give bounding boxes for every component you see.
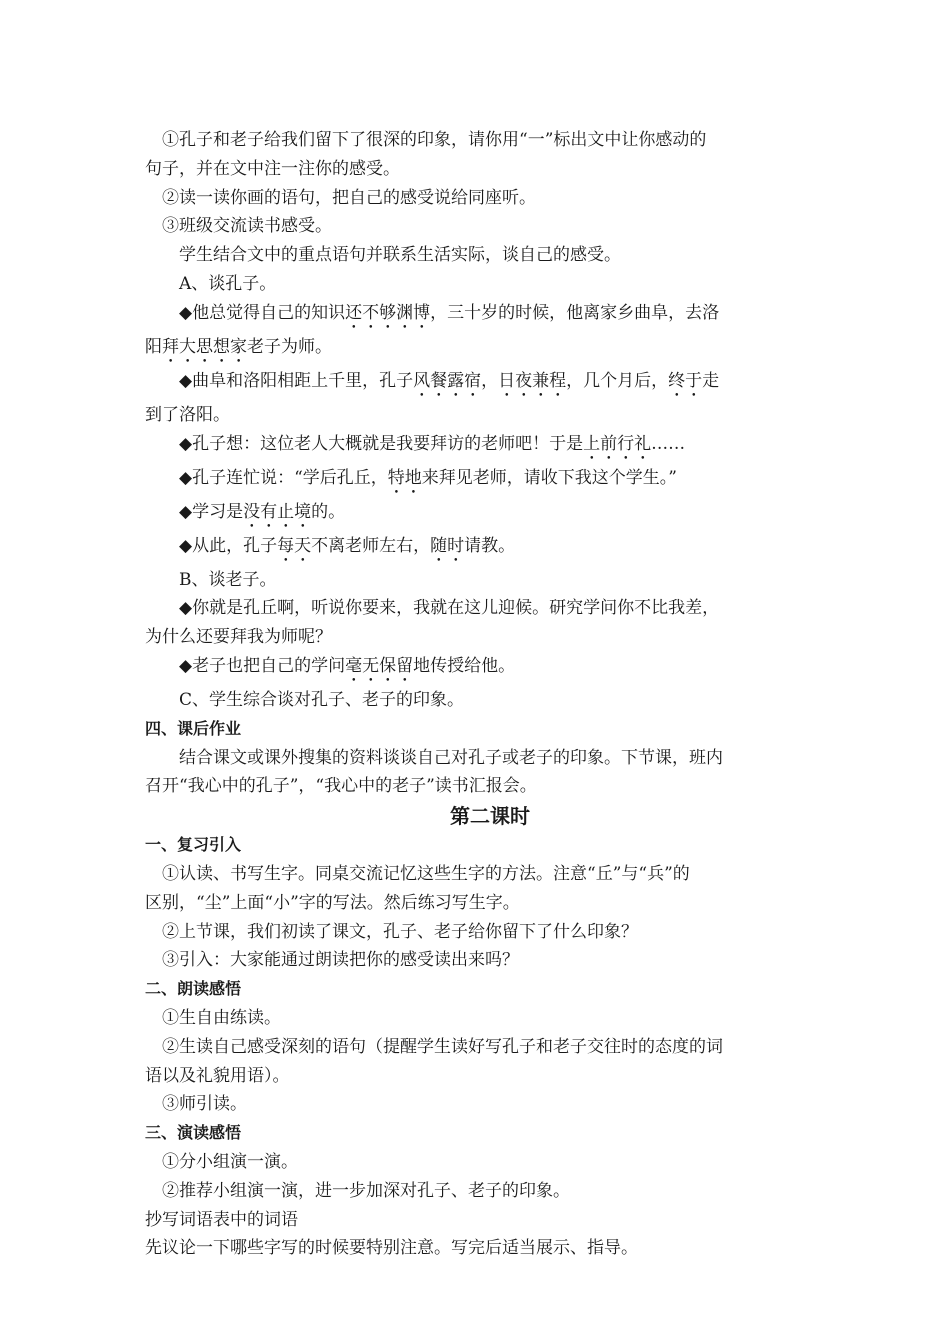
review-1-line-2: 区别，“尘”上面“小”字的写法。然后练习写生字。	[145, 892, 520, 913]
task-1-line-1: ①孔子和老子给我们留下了很深的印象，请你用“一”标出文中让你感动的	[162, 130, 707, 150]
laozi-quote-2: ◆老子也把自己的学问毫无保留地传授给他。	[179, 655, 516, 676]
quote-2-line-2: 到了洛阳。	[145, 404, 230, 425]
emphasis-mark: 每天	[277, 535, 312, 556]
review-1-line-1: ①认读、书写生字。同桌交流记忆这些生字的方法。注意“丘”与“兵”的	[162, 863, 690, 884]
part-a-heading: A、谈孔子。	[179, 273, 277, 294]
emphasis-mark: 风餐露宿	[413, 370, 482, 391]
part-b-heading: B、谈老子。	[179, 569, 277, 590]
homework-line-2: 召开“我心中的孔子”，“我心中的老子”读书汇报会。	[145, 776, 537, 797]
emphasis-mark: 没有止境	[243, 501, 312, 522]
review-3: ③引入：大家能通过朗读把你的感受读出来吗？	[162, 950, 519, 971]
laozi-quote-1-line-2: 为什么还要拜我为师呢？	[145, 627, 332, 648]
emphasis-mark: 终于	[668, 370, 703, 391]
document-body	[145, 126, 805, 1263]
homework-line-1: 结合课文或课外搜集的资料谈谈自己对孔子或老子的印象。下节课，班内	[179, 747, 723, 768]
reading-2-line-2: 语以及礼貌用语）。	[145, 1065, 290, 1086]
copy-words-line: 抄写词语表中的词语	[145, 1209, 298, 1230]
task-2: ②读一读你画的语句，把自己的感受说给同座听。	[162, 187, 536, 208]
part-c-heading: C、学生综合谈对孔子、老子的印象。	[179, 689, 465, 710]
emphasis-mark: 毫无保留	[345, 655, 414, 676]
reading-3: ③师引读。	[162, 1094, 247, 1115]
quote-3: ◆孔子想：这位老人大概就是我要拜访的老师吧！于是上前行礼……	[179, 433, 686, 454]
emphasis-mark: 还不够渊博	[345, 302, 431, 323]
section-2-heading: 二、朗读感悟	[145, 979, 242, 999]
quote-4: ◆孔子连忙说：“学后孔丘，特地来拜见老师，请收下我这个学生。”	[179, 467, 677, 488]
section-3-heading: 三、演读感悟	[145, 1123, 242, 1143]
quote-6: ◆从此，孔子每天不离老师左右，随时请教。	[179, 535, 516, 556]
reading-1: ①生自由练读。	[162, 1007, 281, 1028]
section-1-heading: 一、复习引入	[145, 835, 242, 855]
emphasis-mark: 随时	[430, 535, 465, 556]
emphasis-mark: 特地	[387, 467, 422, 488]
quote-2-line-1: ◆曲阜和洛阳相距上千里，孔子风餐露宿，日夜兼程，几个月后，终于走	[179, 370, 720, 391]
emphasis-mark: 日夜兼程	[498, 370, 567, 391]
discussion-intro: 学生结合文中的重点语句并联系生活实际，谈自己的感受。	[179, 245, 621, 266]
acting-1: ①分小组演一演。	[162, 1151, 298, 1172]
review-2: ②上节课，我们初读了课文，孔子、老子给你留下了什么印象？	[162, 921, 638, 942]
final-instruction: 先议论一下哪些字写的时候要特别注意。写完后适当展示、指导。	[145, 1238, 638, 1259]
emphasis-mark: 上前行礼	[583, 433, 652, 454]
section-4-heading: 四、课后作业	[145, 718, 242, 738]
quote-1-line-1: ◆他总觉得自己的知识还不够渊博，三十岁的时候，他离家乡曲阜，去洛	[179, 302, 720, 323]
quote-5: ◆学习是没有止境的。	[179, 501, 346, 522]
lesson-2-title: 第二课时	[450, 804, 530, 829]
laozi-quote-1-line-1: ◆你就是孔丘啊，听说你要来，我就在这儿迎候。研究学问你不比我差，	[179, 598, 720, 619]
reading-2-line-1: ②生读自己感受深刻的语句（提醒学生读好写孔子和老子交往时的态度的词	[162, 1036, 723, 1057]
emphasis-mark: 拜大思想家	[162, 336, 247, 357]
task-1-line-2: 句子，并在文中注一注你的感受。	[145, 158, 400, 179]
acting-2: ②推荐小组演一演，进一步加深对孔子、老子的印象。	[162, 1180, 570, 1201]
quote-1-line-2: 阳拜大思想家老子为师。	[145, 336, 332, 357]
task-3: ③班级交流读书感受。	[162, 216, 332, 237]
